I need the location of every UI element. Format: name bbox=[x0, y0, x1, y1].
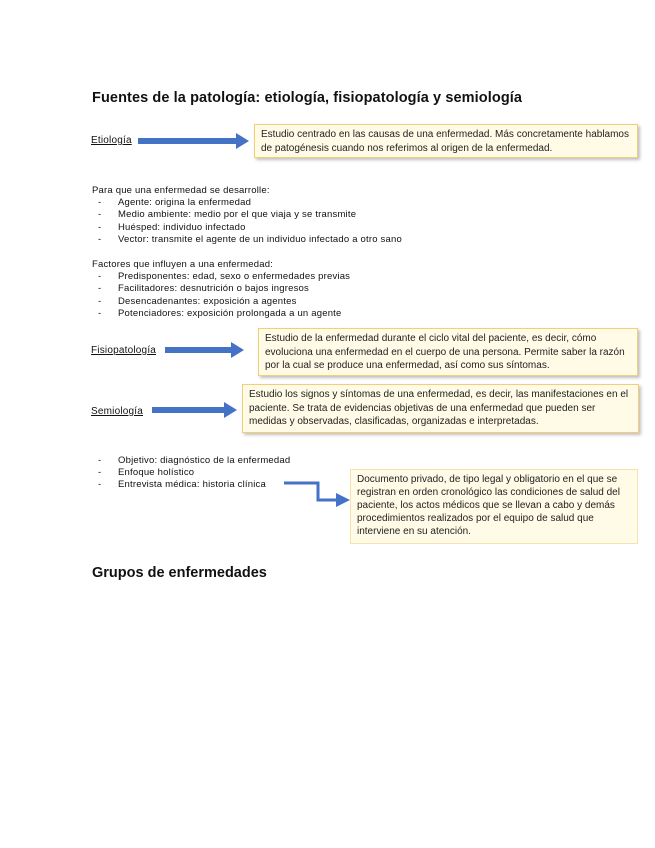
arrow-right-icon bbox=[165, 342, 245, 358]
desarrollo-section bbox=[92, 185, 402, 246]
factores-section bbox=[92, 259, 350, 320]
arrow-right-icon bbox=[138, 133, 250, 149]
semiologia-definition-box: Estudio los signos y síntomas de una enfermedad, es decir, las manifestaciones en el paciente. Se trata de evidencias objetivas de una enfermedad que pueden ser medidas y observadas, clasificadas, organizadas e interpretadas. bbox=[242, 384, 639, 433]
list-item: - Objetivo: diagnóstico de la enfermedad bbox=[92, 455, 290, 467]
list-item: - Facilitadores: desnutrición o bajos ingresos bbox=[92, 283, 350, 295]
section-title: Grupos de enfermedades bbox=[92, 565, 267, 581]
etiologia-definition-box: Estudio centrado en las causas de una enfermedad. Más concretamente hablamos de patogénesis cuando nos referimos al origen de la enfermedad. bbox=[254, 124, 638, 158]
list-item: - Entrevista médica: historia clínica bbox=[92, 479, 290, 491]
historia-clinica-box: Documento privado, de tipo legal y obligatorio en el que se registran en orden cronológico las condiciones de salud del paciente, los actos médicos que se llevan a cabo y demás procedimientos realizados por el equipo de salud que interviene en su atención. bbox=[350, 469, 638, 544]
arrow-right-icon bbox=[152, 402, 238, 418]
list-item: - Vector: transmite el agente de un individuo infectado a otro sano bbox=[92, 234, 402, 246]
list-item: - Predisponentes: edad, sexo o enfermedades previas bbox=[92, 271, 350, 283]
list-item: - Medio ambiente: medio por el que viaja y se transmite bbox=[92, 209, 402, 221]
etiologia-term: Etiología bbox=[91, 135, 132, 146]
page-title: Fuentes de la patología: etiología, fisiopatología y semiología bbox=[92, 90, 523, 106]
desarrollo-intro: Para que una enfermedad se desarrolle: bbox=[92, 185, 270, 196]
list-item: - Huésped: individuo infectado bbox=[92, 222, 402, 234]
list-item: - Potenciadores: exposición prolongada a un agente bbox=[92, 308, 350, 320]
factores-intro: Factores que influyen a una enfermedad: bbox=[92, 259, 274, 270]
fisiopatologia-term: Fisiopatología bbox=[91, 345, 157, 356]
list-item: - Agente: origina la enfermedad bbox=[92, 197, 402, 209]
semiologia-term: Semiología bbox=[91, 406, 144, 417]
list-item: - Desencadenantes: exposición a agentes bbox=[92, 296, 350, 308]
list-item: - Enfoque holístico bbox=[92, 467, 290, 479]
semiologia-list bbox=[92, 455, 290, 492]
elbow-arrow-icon bbox=[284, 480, 354, 510]
fisiopatologia-definition-box: Estudio de la enfermedad durante el ciclo vital del paciente, es decir, cómo evoluciona una enfermedad en el cuerpo de una persona. Permite saber la razón por la cual se produce una enfermedad, así como sus síntomas. bbox=[258, 328, 638, 376]
